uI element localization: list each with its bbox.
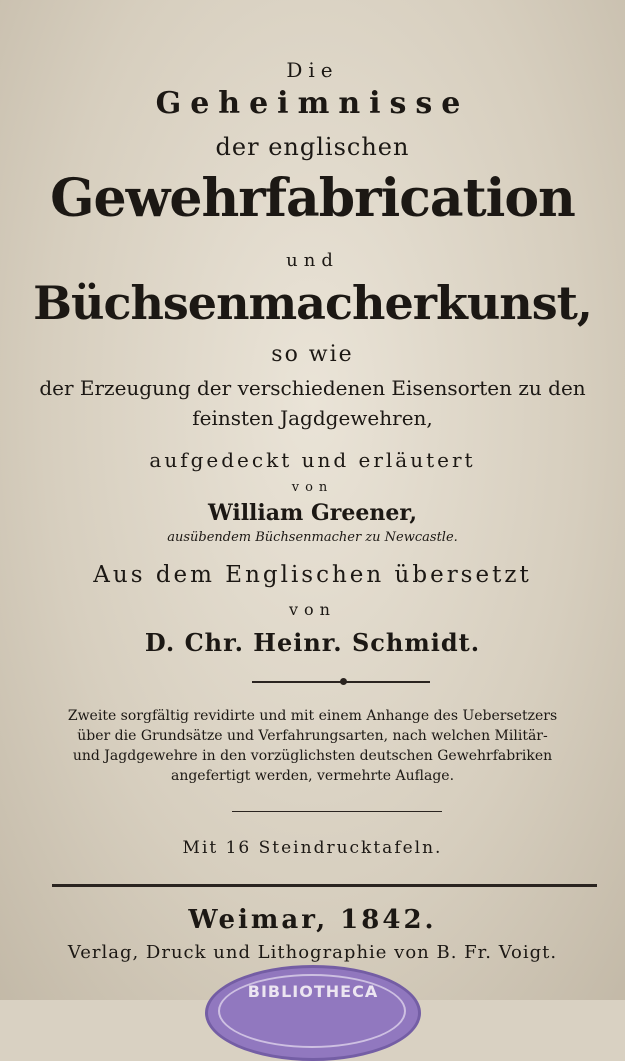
plates-note: Mit 16 Steindrucktafeln. xyxy=(182,838,443,858)
line-von-1: von xyxy=(291,480,334,495)
edition-line-2: über die Grundsätze und Verfahrungsarten, nach welchen Militär- xyxy=(77,728,548,744)
line-und: und xyxy=(286,250,339,271)
line-erzeugung-1: der Erzeugung der verschiedenen Eisensorten zu den xyxy=(39,376,586,400)
line-aufgedeckt: aufgedeckt und erläutert xyxy=(149,448,476,472)
author-name: William Greener, xyxy=(208,500,417,526)
bottom-rule xyxy=(52,884,597,887)
ornament-dot xyxy=(340,678,347,685)
edition-line-1: Zweite sorgfältig revidirte und mit einem Anhange des Uebersetzers xyxy=(67,708,558,724)
stamp-text: BIBLIOTHECA xyxy=(247,982,379,1001)
line-von-2: von xyxy=(289,600,336,619)
translator-name: D. Chr. Heinr. Schmidt. xyxy=(144,628,481,657)
main-title-buechsenmacherkunst: Büchsenmacherkunst, xyxy=(33,276,592,330)
line-der-englischen: der englischen xyxy=(215,133,410,161)
place-year: Weimar, 1842. xyxy=(188,905,437,935)
edition-line-4: angefertigt werden, vermehrte Auflage. xyxy=(170,768,455,784)
edition-line-3: und Jagdgewehre in den vorzüglichsten deutschen Gewehrfabriken xyxy=(72,748,553,764)
library-stamp xyxy=(205,965,421,1061)
line-die: Die xyxy=(286,58,339,82)
line-erzeugung-2: feinsten Jagdgewehren, xyxy=(192,406,433,430)
publisher-line: Verlag, Druck und Lithographie von B. Fr. Voigt. xyxy=(67,942,558,963)
translated-note: Aus dem Englischen übersetzt xyxy=(93,562,532,588)
author-description: ausübendem Büchsenmacher zu Newcastle. xyxy=(167,530,458,545)
line-geheimnisse: Geheimnisse xyxy=(155,86,470,121)
main-title-gewehrfabrication: Gewehrfabrication xyxy=(50,168,575,229)
line-so-wie: so wie xyxy=(271,342,354,367)
divider-rule xyxy=(232,811,442,812)
